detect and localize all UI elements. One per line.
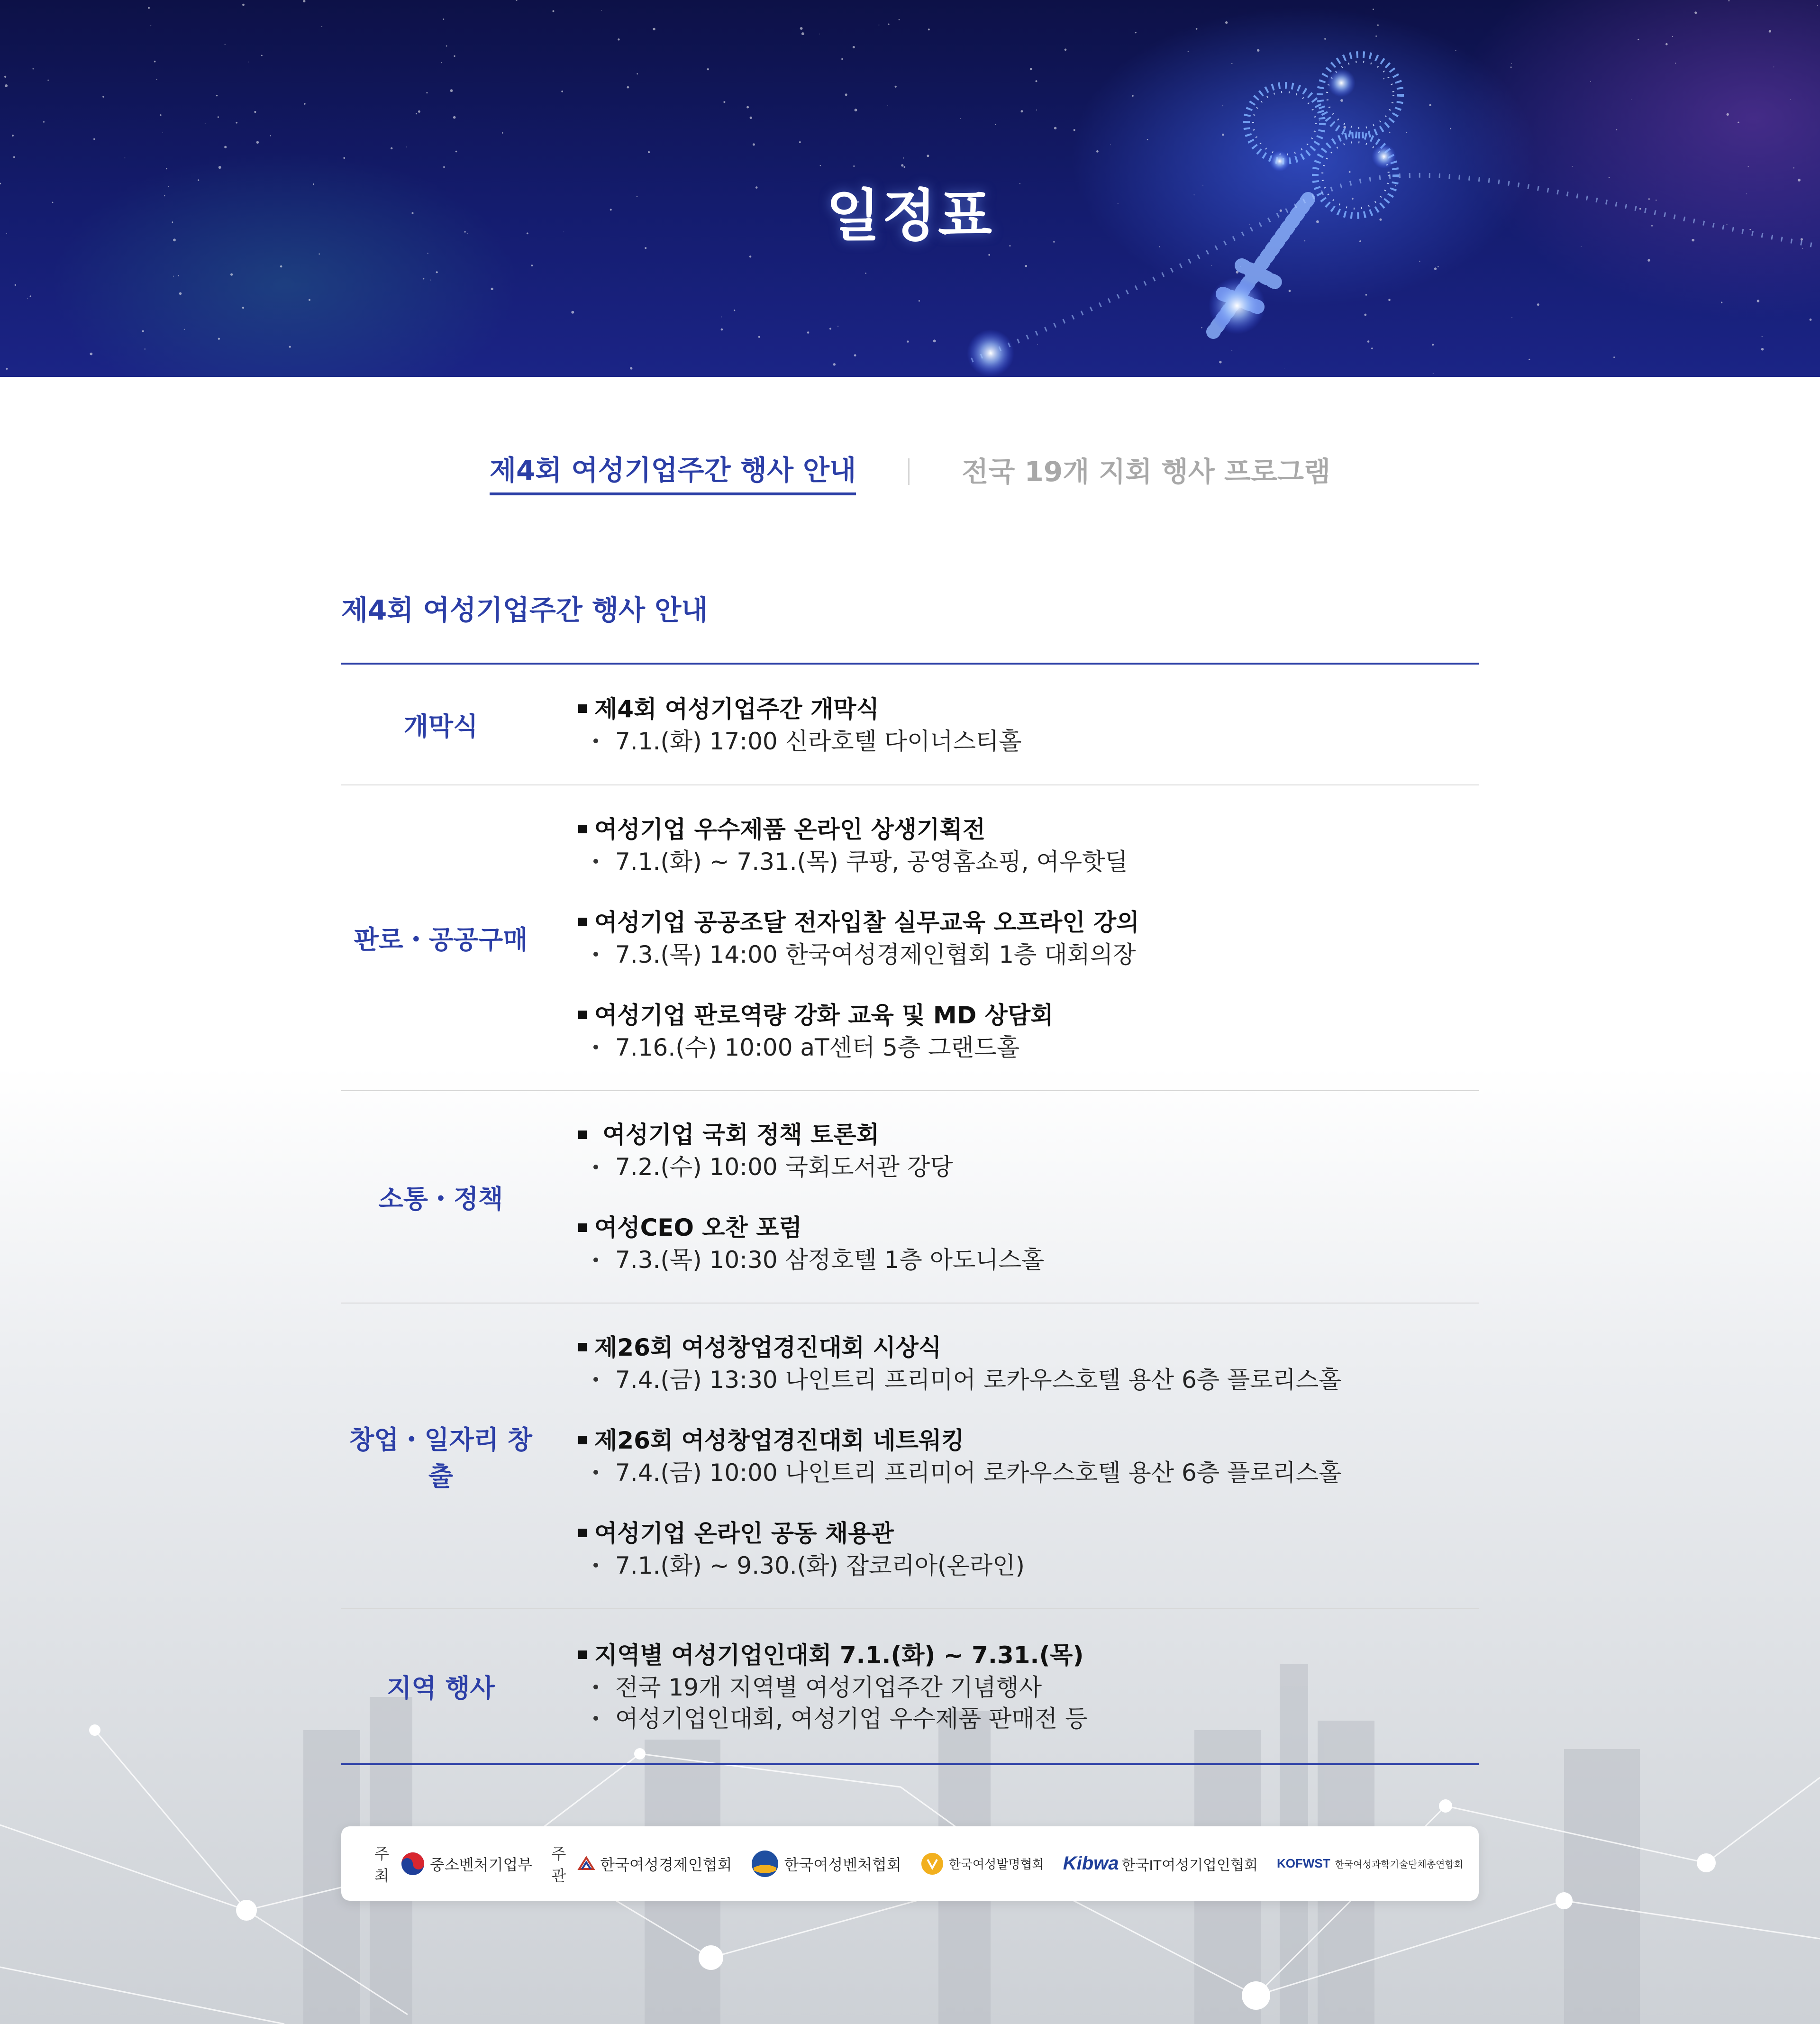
star-dot [1721, 302, 1722, 303]
star-dot [491, 288, 493, 290]
star-dot [653, 28, 655, 30]
star-dot [1761, 348, 1764, 350]
star-dot [156, 79, 157, 80]
star-dot [47, 80, 49, 81]
event-item [578, 693, 1479, 757]
dot-bullet-icon [593, 738, 598, 743]
event-detail: 7.2.(수) 10:00 국회도서관 강당 [615, 1153, 953, 1181]
star-dot [1613, 356, 1615, 358]
star-dot [1511, 66, 1512, 68]
star-dot [1364, 314, 1366, 316]
star-dot [1211, 265, 1212, 266]
star-dot [1147, 139, 1148, 140]
star-dot [800, 27, 803, 30]
star-dot [1675, 63, 1676, 64]
hero-banner [0, 0, 1820, 377]
star-dot [289, 346, 291, 348]
dot-bullet-icon [593, 1563, 598, 1568]
schedule-row-startup [341, 1304, 1479, 1609]
star-dot [15, 284, 16, 286]
square-bullet-icon [578, 1529, 587, 1537]
star-dot [224, 146, 227, 148]
star-dot [1748, 166, 1749, 167]
star-dot [430, 280, 431, 281]
star-dot [753, 143, 755, 146]
star-dot [837, 326, 838, 327]
star-dot [1025, 265, 1028, 267]
star-dot [5, 84, 8, 87]
star-dot [443, 18, 445, 20]
star-dot [1432, 344, 1434, 346]
event-title: 제26회 여성창업경진대회 네트워킹 [594, 1426, 965, 1454]
star-dot [218, 166, 221, 169]
star-dot [933, 339, 936, 342]
star-dot [1375, 36, 1377, 37]
star-dot [1388, 299, 1391, 301]
star-dot [1289, 290, 1291, 292]
star-dot [426, 92, 428, 93]
star-dot [758, 336, 760, 338]
event-detail: 7.3.(목) 10:30 삼정호텔 1층 아도니스홀 [615, 1246, 1045, 1274]
star-dot [1367, 340, 1370, 343]
star-dot [841, 58, 843, 60]
star-dot [1065, 49, 1067, 51]
square-bullet-icon [578, 1343, 587, 1351]
star-dot [93, 138, 95, 140]
schedule-row-sales [341, 785, 1479, 1091]
dot-bullet-icon [593, 1258, 598, 1262]
star-dot [321, 26, 322, 27]
star-dot [309, 299, 310, 301]
star-dot [865, 273, 866, 274]
star-dot [820, 165, 821, 166]
row-category: 지역 행사 [387, 1673, 495, 1703]
page-title: 일정표 [826, 183, 994, 248]
star-dot [416, 113, 417, 114]
star-dot [1231, 350, 1232, 351]
star-dot [829, 328, 831, 330]
star-dot [1438, 266, 1439, 267]
event-item [578, 813, 1479, 877]
star-dot [1222, 134, 1224, 136]
event-item [578, 999, 1479, 1063]
star-dot [995, 124, 996, 125]
star-dot [854, 354, 856, 356]
star-dot [303, 0, 305, 2]
event-item [578, 1639, 1479, 1734]
star-dot [454, 55, 455, 57]
star-dot [160, 114, 161, 116]
star-dot [254, 111, 256, 113]
square-bullet-icon [578, 825, 587, 833]
star-dot [1340, 99, 1343, 102]
star-dot [1365, 294, 1367, 296]
star-dot [1419, 261, 1420, 262]
dot-bullet-icon [593, 1685, 598, 1689]
schedule-row-opening [341, 665, 1479, 785]
event-title: 여성기업 판로역량 강화 교육 및 MD 상담회 [594, 1001, 1054, 1029]
star-dot [1096, 150, 1099, 153]
square-bullet-icon [578, 1650, 587, 1659]
square-bullet-icon [578, 918, 587, 926]
event-item [578, 1517, 1479, 1581]
star-dot [391, 147, 392, 149]
taegeuk-icon [400, 1851, 425, 1876]
event-detail: 여성기업인대회, 여성기업 우수제품 판매전 등 [615, 1705, 1088, 1732]
kibwa-wordmark: Kibwa [1063, 1853, 1119, 1874]
star-dot [218, 116, 219, 118]
star-dot [1036, 109, 1037, 110]
event-title: 제26회 여성창업경진대회 시상식 [594, 1333, 942, 1361]
event-title: 여성기업 국회 정책 토론회 [594, 1121, 879, 1149]
host-name: 중소벤처기업부 [429, 1856, 533, 1873]
star-dot [1036, 80, 1037, 82]
schedule-table [341, 663, 1479, 1765]
event-item [578, 906, 1479, 970]
row-category: 창업・일자리 창출 [349, 1424, 532, 1491]
event-detail: 7.3.(목) 14:00 한국여성경제인협회 1층 대회의장 [615, 940, 1136, 968]
star-dot [707, 68, 709, 70]
star-dot [1769, 30, 1771, 32]
organizer-logo [1063, 1853, 1258, 1874]
star-dot [1219, 361, 1221, 363]
event-detail: 7.1.(화) ~ 9.30.(화) 잡코리아(온라인) [615, 1551, 1025, 1579]
kofwst-wordmark: KOFWST [1276, 1856, 1330, 1870]
star-dot [1319, 120, 1320, 121]
star-dot [261, 55, 263, 56]
tab-event-guide[interactable]: 제4회 여성기업주간 행사 안내 [490, 448, 856, 495]
event-title: 지역별 여성기업인대회 7.1.(화) ~ 7.31.(목) [594, 1641, 1084, 1669]
organizer-name: 한국여성경제인협회 [600, 1856, 732, 1873]
star-dot [1434, 267, 1437, 270]
star-dot [919, 300, 920, 301]
star-dot [853, 46, 855, 48]
event-item [578, 1211, 1479, 1276]
star-dot [1817, 5, 1818, 6]
star-dot [750, 117, 752, 119]
event-item [578, 1118, 1479, 1183]
star-dot [927, 155, 929, 157]
star-dot [1188, 51, 1189, 52]
star-dot [102, 96, 104, 98]
star-dot [1225, 21, 1228, 24]
event-title: 여성기업 온라인 공동 채용관 [594, 1519, 894, 1547]
star-dot [178, 275, 179, 276]
star-dot [723, 101, 725, 103]
star-dot [441, 62, 442, 63]
star-dot [242, 4, 245, 6]
star-dot [1132, 95, 1133, 97]
star-dot [423, 278, 425, 280]
section-title: 제4회 여성기업주간 행사 안내 [341, 594, 708, 626]
star-dot [637, 73, 638, 74]
star-dot [1665, 43, 1668, 46]
star-dot [205, 123, 206, 124]
star-dot [1727, 113, 1729, 116]
star-dot [1694, 11, 1697, 14]
host-logo [400, 1851, 532, 1876]
star-dot [343, 157, 345, 159]
star-dot [173, 276, 174, 277]
square-bullet-icon [578, 704, 587, 713]
square-bullet-icon [578, 1436, 587, 1444]
organizer-logo [1277, 1856, 1463, 1871]
star-dot [1616, 129, 1617, 130]
star-dot [12, 135, 14, 137]
schedule-row-policy [341, 1091, 1479, 1304]
star-dot [43, 121, 45, 123]
square-bullet-icon [578, 1223, 587, 1232]
star-dot [901, 164, 903, 166]
event-title: 제4회 여성기업주간 개막식 [594, 695, 879, 723]
star-dot [166, 168, 167, 169]
event-detail: 7.4.(금) 10:00 나인트리 프리미어 로카우스호텔 용산 6층 플로리스홀 [615, 1459, 1342, 1486]
organizer-name: 한국IT여성기업인협회 [1121, 1857, 1258, 1873]
star-dot [1729, 0, 1730, 1]
star-dot [280, 265, 282, 268]
dot-bullet-icon [593, 952, 598, 957]
star-dot [242, 307, 244, 309]
star-dot [270, 135, 271, 136]
star-dot [1529, 359, 1530, 360]
star-dot [27, 298, 28, 299]
star-dot [799, 141, 801, 143]
event-title: 여성CEO 오찬 포럼 [594, 1214, 802, 1241]
star-dot [436, 271, 438, 273]
star-dot [1074, 129, 1075, 131]
tab-branch-programs[interactable]: 전국 19개 지회 행사 프로그램 [962, 456, 1331, 488]
star-dot [13, 156, 15, 158]
square-bullet-icon [578, 1131, 587, 1139]
star-dot [855, 109, 857, 111]
star-dot [746, 106, 749, 109]
star-dot [1406, 132, 1407, 133]
star-dot [648, 151, 650, 153]
star-dot [1757, 300, 1760, 302]
event-detail: 전국 19개 지역별 여성기업주간 기념행사 [615, 1673, 1042, 1701]
star-dot [1377, 24, 1379, 26]
star-dot [450, 89, 453, 92]
star-dot [1371, 347, 1373, 349]
star-dot [179, 292, 182, 295]
star-dot [318, 254, 320, 255]
star-dot [630, 367, 632, 369]
star-dot [903, 157, 904, 158]
star-dot [1738, 122, 1739, 123]
star-dot [801, 32, 804, 35]
event-item [578, 1331, 1479, 1395]
kwcci-logo-icon [577, 1855, 595, 1873]
star-dot [1511, 63, 1512, 64]
star-dot [845, 93, 847, 96]
star-dot [304, 103, 306, 105]
star-dot [1433, 373, 1434, 374]
inventors-logo-icon [920, 1852, 944, 1876]
star-dot [230, 274, 233, 276]
tab-bar [0, 448, 1820, 495]
star-dot [1021, 110, 1023, 112]
star-dot [1343, 126, 1346, 129]
star-dot [225, 44, 226, 45]
row-category: 개막식 [403, 711, 478, 741]
organizer-name: 한국여성발명협회 [948, 1857, 1044, 1871]
star-dot [988, 254, 990, 256]
star-dot [1647, 259, 1650, 262]
star-dot [531, 264, 533, 266]
event-item [578, 1424, 1479, 1488]
dot-bullet-icon [593, 859, 598, 864]
row-category: 판로・공공구매 [354, 925, 528, 955]
star-dot [618, 38, 619, 40]
star-dot [1030, 68, 1032, 70]
star-dot [1672, 36, 1673, 37]
dot-bullet-icon [593, 1377, 598, 1382]
star-dot [561, 91, 563, 92]
organizer-logo [751, 1850, 901, 1878]
dot-bullet-icon [593, 1045, 598, 1049]
star-dot [853, 165, 855, 167]
star-dot [1135, 32, 1137, 33]
star-dot [1110, 145, 1111, 146]
star-dot [571, 311, 574, 314]
star-dot [142, 330, 144, 332]
organizer-logo [577, 1853, 732, 1875]
star-dot [734, 310, 735, 311]
square-bullet-icon [578, 1011, 587, 1019]
dot-bullet-icon [593, 1470, 598, 1475]
star-dot [749, 255, 751, 257]
star-dot [907, 340, 909, 342]
star-dot [1196, 28, 1198, 30]
star-dot [4, 76, 6, 78]
star-dot [256, 141, 259, 144]
star-dot [1572, 166, 1573, 167]
kovwa-logo-icon [751, 1850, 779, 1878]
star-dot [1793, 167, 1794, 168]
sponsor-bar [341, 1826, 1479, 1901]
star-dot [1810, 319, 1812, 321]
schedule-row-regional [341, 1609, 1479, 1763]
star-dot [218, 338, 220, 340]
star-dot [1383, 78, 1384, 80]
star-dot [833, 363, 836, 365]
host-label: 주최 [374, 1845, 389, 1884]
star-dot [150, 25, 151, 26]
star-dot [1373, 9, 1374, 10]
star-dot [1511, 318, 1512, 319]
star-dot [162, 133, 163, 134]
row-category: 소통・정책 [378, 1184, 503, 1214]
event-detail: 7.1.(화) ~ 7.31.(목) 쿠팡, 공영홈쇼핑, 여우핫딜 [615, 848, 1128, 875]
star-dot [455, 151, 457, 153]
star-dot [30, 295, 31, 297]
star-dot [1257, 49, 1259, 52]
star-dot [895, 86, 897, 88]
star-dot [1590, 81, 1591, 82]
star-dot [446, 46, 447, 47]
star-dot [33, 68, 34, 70]
event-detail: 7.16.(수) 10:00 aT센터 5층 그랜드홀 [615, 1033, 1020, 1061]
organizer-name: 한국여성벤처협회 [784, 1856, 901, 1873]
star-dot [721, 328, 723, 331]
star-dot [184, 329, 185, 330]
tab-divider [908, 458, 910, 485]
star-dot [1231, 63, 1232, 64]
star-dot [516, 0, 517, 1]
star-dot [1450, 128, 1451, 129]
star-dot [928, 28, 930, 30]
star-dot [807, 331, 810, 334]
star-dot [6, 368, 8, 370]
star-dot [1389, 132, 1391, 133]
star-dot [721, 317, 722, 318]
star-dot [125, 157, 126, 158]
star-dot [1537, 303, 1539, 306]
star-dot [903, 166, 905, 168]
star-dot [453, 116, 456, 119]
organizer-logo [920, 1852, 1044, 1876]
star-dot [1037, 344, 1038, 345]
event-detail: 7.4.(금) 13:30 나인트리 프리미어 로카우스호텔 용산 6층 플로리스홀 [615, 1366, 1342, 1394]
star-dot [1429, 104, 1431, 106]
organizer-name: 한국여성과학기술단체총연합회 [1335, 1860, 1464, 1870]
star-dot [1054, 127, 1056, 129]
star-dot [154, 61, 156, 63]
star-dot [1638, 39, 1639, 40]
star-dot [216, 95, 218, 96]
star-dot [418, 110, 420, 113]
event-title: 여성기업 우수제품 온라인 상생기획전 [594, 815, 986, 843]
dot-bullet-icon [593, 1165, 598, 1169]
star-dot [627, 86, 629, 89]
star-dot [1201, 327, 1202, 328]
star-dot [1222, 105, 1223, 106]
event-title: 여성기업 공공조달 전자입찰 실무교육 오프라인 강의 [594, 908, 1139, 936]
star-dot [148, 7, 150, 9]
star-dot [553, 10, 555, 12]
star-dot [90, 353, 92, 356]
star-dot [502, 132, 503, 134]
star-dot [1762, 336, 1763, 337]
star-dot [443, 166, 445, 168]
star-dot [236, 122, 237, 124]
star-dot [1324, 38, 1326, 39]
star-dot [888, 24, 890, 25]
star-dot [406, 146, 407, 147]
star-dot [145, 348, 146, 349]
star-dot [899, 19, 900, 20]
event-detail: 7.1.(화) 17:00 신라호텔 다이너스티홀 [615, 727, 1022, 755]
dot-bullet-icon [593, 1716, 598, 1721]
organizer-label: 주관 [551, 1845, 566, 1884]
star-dot [879, 25, 880, 26]
